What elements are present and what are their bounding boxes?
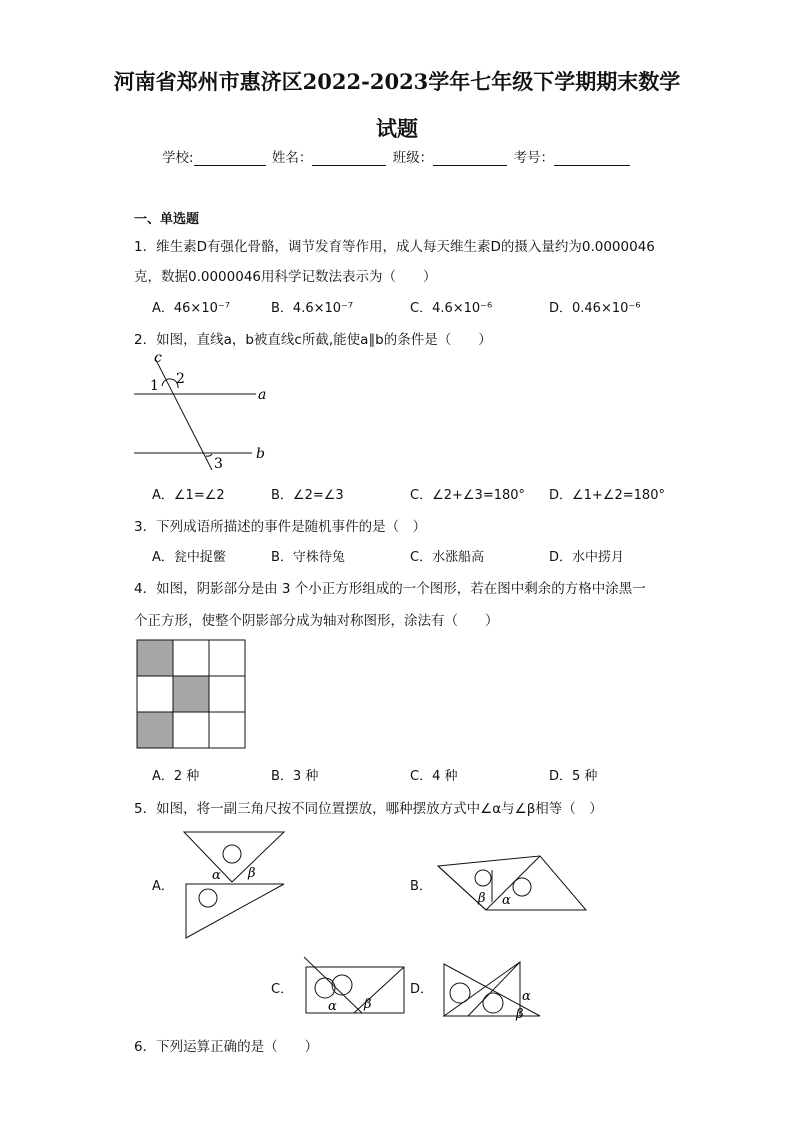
q5-figure-a [180, 828, 290, 942]
name-blank [312, 151, 386, 166]
q5-option-a-label: A． [152, 879, 174, 894]
grid-cell-shaded [137, 712, 173, 748]
class-label: 班级： [392, 150, 434, 166]
q5-option-d-label: D． [410, 982, 434, 997]
q4-option-b: B．3 种 [271, 769, 319, 784]
q4-option-d: D．5 种 [549, 769, 598, 784]
label-1: 1 [150, 378, 159, 394]
q5-text-line1: 5．如图，将一副三角尺按不同位置摆放，哪种摆放方式中∠α与∠β相等（ ） [134, 801, 603, 817]
q3-option-b: B．守株待兔 [271, 550, 345, 565]
alpha-label: α [328, 999, 337, 1014]
label-a: a [258, 387, 267, 403]
grid-cell [137, 676, 173, 712]
angle-3-arc [206, 454, 212, 456]
label-3: 3 [214, 456, 223, 472]
q4-text-line1: 4．如图，阴影部分是由 3 个小正方形组成的一个图形，若在图中剩余的方格中涂黑一 [134, 581, 646, 597]
q1-option-a: A．46×10⁻⁷ [152, 301, 230, 316]
section-heading: 一、单选题 [134, 212, 200, 227]
q3-option-c: C．水涨船高 [410, 550, 485, 565]
q6-text-line1: 6．下列运算正确的是（ ） [134, 1039, 319, 1055]
label-2: 2 [176, 371, 185, 387]
q4-text-line2: 个正方形，使整个阴影部分成为轴对称图形，涂法有（ ） [134, 613, 499, 629]
set-squares-overlap [438, 856, 586, 910]
q2-option-a: A．∠1=∠2 [152, 488, 225, 503]
grid-cell [209, 712, 245, 748]
q2-option-d: D．∠1+∠2=180° [549, 488, 665, 503]
q1-text-line1: 1．维生素D有强化骨骼，调节发育等作用，成人每天维生素D的摄入量约为0.0000046 [134, 239, 655, 255]
q5-figure-b [436, 852, 592, 914]
hole-circle [450, 983, 470, 1003]
q5-option-c-label: C． [271, 982, 294, 997]
alpha-label: α [522, 989, 531, 1004]
q4-square-grid [136, 639, 246, 749]
beta-label: β [364, 997, 372, 1012]
school-blank [194, 151, 266, 166]
q2-text-line1: 2．如图，直线a，b被直线c所截,能使a∥b的条件是（ ） [134, 332, 492, 348]
class-blank [433, 151, 507, 166]
school-label: 学校: [162, 150, 194, 166]
label-b: b [256, 446, 265, 462]
q2-option-b: B．∠2=∠3 [271, 488, 344, 503]
hole-circle [483, 993, 503, 1013]
q4-option-a: A．2 种 [152, 769, 200, 784]
q1-option-d: D．0.46×10⁻⁶ [549, 301, 641, 316]
edge [468, 962, 520, 1016]
q5-figure-c [300, 955, 410, 1017]
grid-cell [173, 640, 209, 676]
exam-title-line2: 试题 [376, 116, 418, 141]
q5-figure-d [440, 960, 546, 1022]
q5-option-b-label: B． [410, 879, 432, 894]
grid-cell [173, 712, 209, 748]
q2-parallel-lines-figure [120, 348, 280, 474]
q3-text-line1: 3．下列成语所描述的事件是随机事件的是（ ） [134, 519, 427, 535]
grid-cell [209, 676, 245, 712]
hole-circle [475, 870, 491, 886]
edge [354, 967, 404, 1013]
edge [486, 856, 540, 910]
hole-circle [199, 889, 217, 907]
grid-cell-shaded [173, 676, 209, 712]
beta-label: β [516, 1007, 524, 1022]
hole-circle [223, 845, 241, 863]
exam-title-line1: 河南省郑州市惠济区2022-2023学年七年级下学期期末数学 [113, 69, 681, 94]
beta-label: β [248, 866, 256, 881]
grid-cell [209, 640, 245, 676]
name-label: 姓名： [271, 150, 313, 166]
q1-option-c: C．4.6×10⁻⁶ [410, 301, 493, 316]
q3-option-a: A．瓮中捉鳖 [152, 550, 226, 565]
alpha-label: α [502, 893, 511, 908]
grid-cell-shaded [137, 640, 173, 676]
beta-label: β [478, 891, 486, 906]
label-c: c [154, 350, 162, 366]
hole-circle [513, 878, 531, 896]
q1-text-line2: 克，数据0.0000046用科学记数法表示为（ ） [134, 269, 437, 285]
exam-number-blank [554, 151, 630, 166]
q4-option-c: C．4 种 [410, 769, 458, 784]
exam-number-label: 考号： [513, 150, 554, 166]
q1-option-b: B．4.6×10⁻⁷ [271, 301, 354, 316]
q3-option-d: D．水中捞月 [549, 550, 625, 565]
q2-option-c: C．∠2+∠3=180° [410, 488, 526, 503]
student-info-line [162, 146, 632, 166]
set-square-top [184, 832, 284, 882]
alpha-label: α [212, 868, 221, 883]
